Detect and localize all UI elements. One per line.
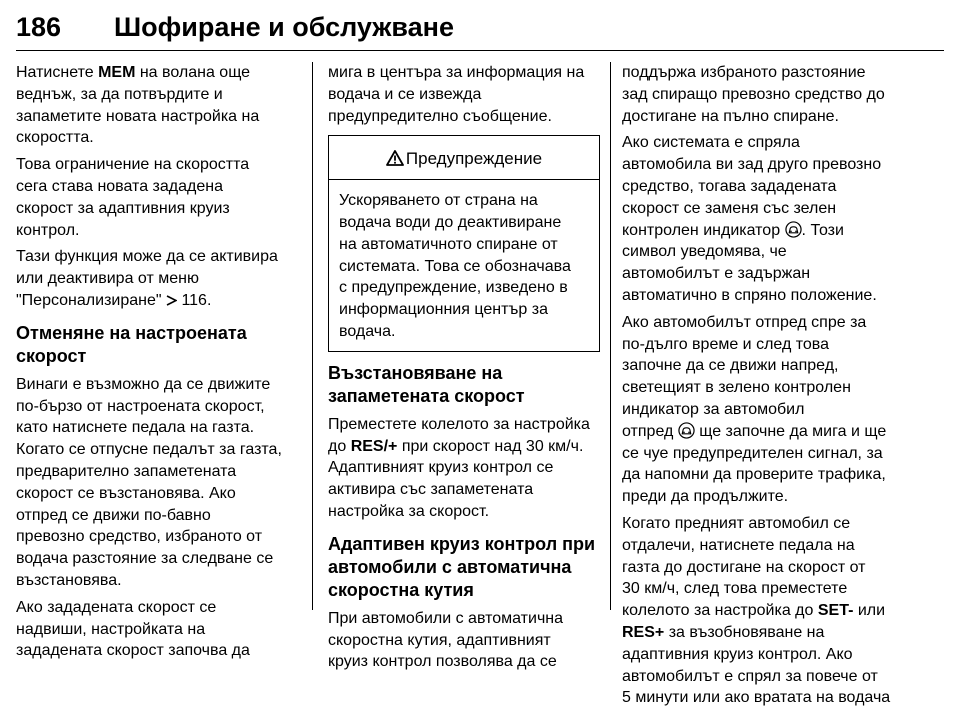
page-reference[interactable]: "Персонализиране" 116. [16, 291, 212, 309]
paragraph: Преместете колелото за настройка до RES/+ при скорост над 30 км/ч. Адаптивният круиз контрол се активира със запаметената настройка за скорост. [328, 415, 590, 520]
paragraph: Винаги е възможно да се движите по-бързо от настроената скорост, като натиснете педала на газта. Когато се отпусне педалът за газта, предварително запаметената скорост се възстановява. Ако отпред се движи по-бавно превозно средство, избраното от водача разстояние за следване се възстановява. [16, 375, 282, 589]
page-reference-arrow-icon [166, 295, 177, 306]
warning-title: Предупреждение [405, 149, 543, 169]
res-plus-label: RES/+ [350, 437, 398, 455]
column-1 [16, 62, 301, 667]
paragraph: Натиснете MEM на волана още веднъж, за да потвърдите и запаметите новата настройка на скоростта. [16, 64, 260, 147]
column-divider [610, 62, 611, 610]
paragraph: мига в центъра за информация на водача и се извежда предупредително съобщение. [328, 64, 585, 125]
section-heading: Възстановяване на запаметената скорост [328, 362, 525, 406]
vehicle-ahead-indicator-icon [785, 221, 802, 238]
column-2 [328, 62, 604, 678]
column-3 [622, 62, 944, 714]
paragraph: Ако автомобилът отпред спре за по-дълго време и след това започне да се движи напред, светещият в зелено контролен индикатор за автомобил отпред ще започне да мига и ще се чуе предупредителен сигнал, за да напомни да проверите трафика, преди да продължите. [622, 313, 887, 506]
page-title: Шофиране и обслужване [114, 12, 454, 42]
paragraph: Ако зададената скорост се надвиши, настройката на зададената скорост започва да [16, 598, 250, 660]
column-divider [312, 62, 313, 610]
paragraph: Тази функция може да се активира или деактивира от меню "Персонализиране" 116. [16, 246, 301, 311]
warning-body: Ускоряването от страна на водача води до деактивиране на автоматичното спиране от системата. Това се обозначава с предупреждение, изведено в информационния център за водача. [339, 192, 571, 340]
paragraph: При автомобили с автоматична скоростна кутия, адаптивният круиз контрол позволява да се [328, 609, 564, 671]
section-heading: Отменяне на настроената скорост [16, 322, 247, 366]
paragraph: Това ограничение на скоростта сега става новата зададена скорост за адаптивния круиз контрол. [16, 156, 250, 239]
warning-triangle-icon [386, 150, 404, 166]
paragraph: Когато предният автомобил се отдалечи, натиснете педала на газта до достигане на скорост от 30 км/ч, след това преместете колелото за настройка до SET- или RES+ за възобновяване на адаптивния круиз контрол. Ако автомобилът е спрял за повече от 5 минути или ако вратата на водача [622, 514, 891, 707]
paragraph: поддържа избраното разстояние зад спиращо превозно средство до достигане на пълно спиране. [622, 64, 885, 125]
page-header [16, 12, 944, 50]
paragraph: Ако системата е спряла автомобила ви зад друго превозно средство, тогава зададената скорост се заменя със зелен контролен индикатор . Този символ уведомява, че автомобилът е задържан автоматично в спряно положение. [622, 134, 882, 304]
vehicle-ahead-indicator-icon [678, 422, 695, 439]
warning-box [328, 135, 600, 351]
section-heading: Адаптивен круиз контрол при автомобили с автоматична скоростна кутия [328, 533, 596, 600]
warning-header [329, 136, 599, 180]
res-plus-label: RES+ [622, 623, 665, 641]
mem-button-label: MEM [98, 64, 136, 81]
header-rule [16, 50, 944, 51]
set-minus-label: SET- [817, 602, 854, 620]
page-number: 186 [16, 12, 62, 42]
